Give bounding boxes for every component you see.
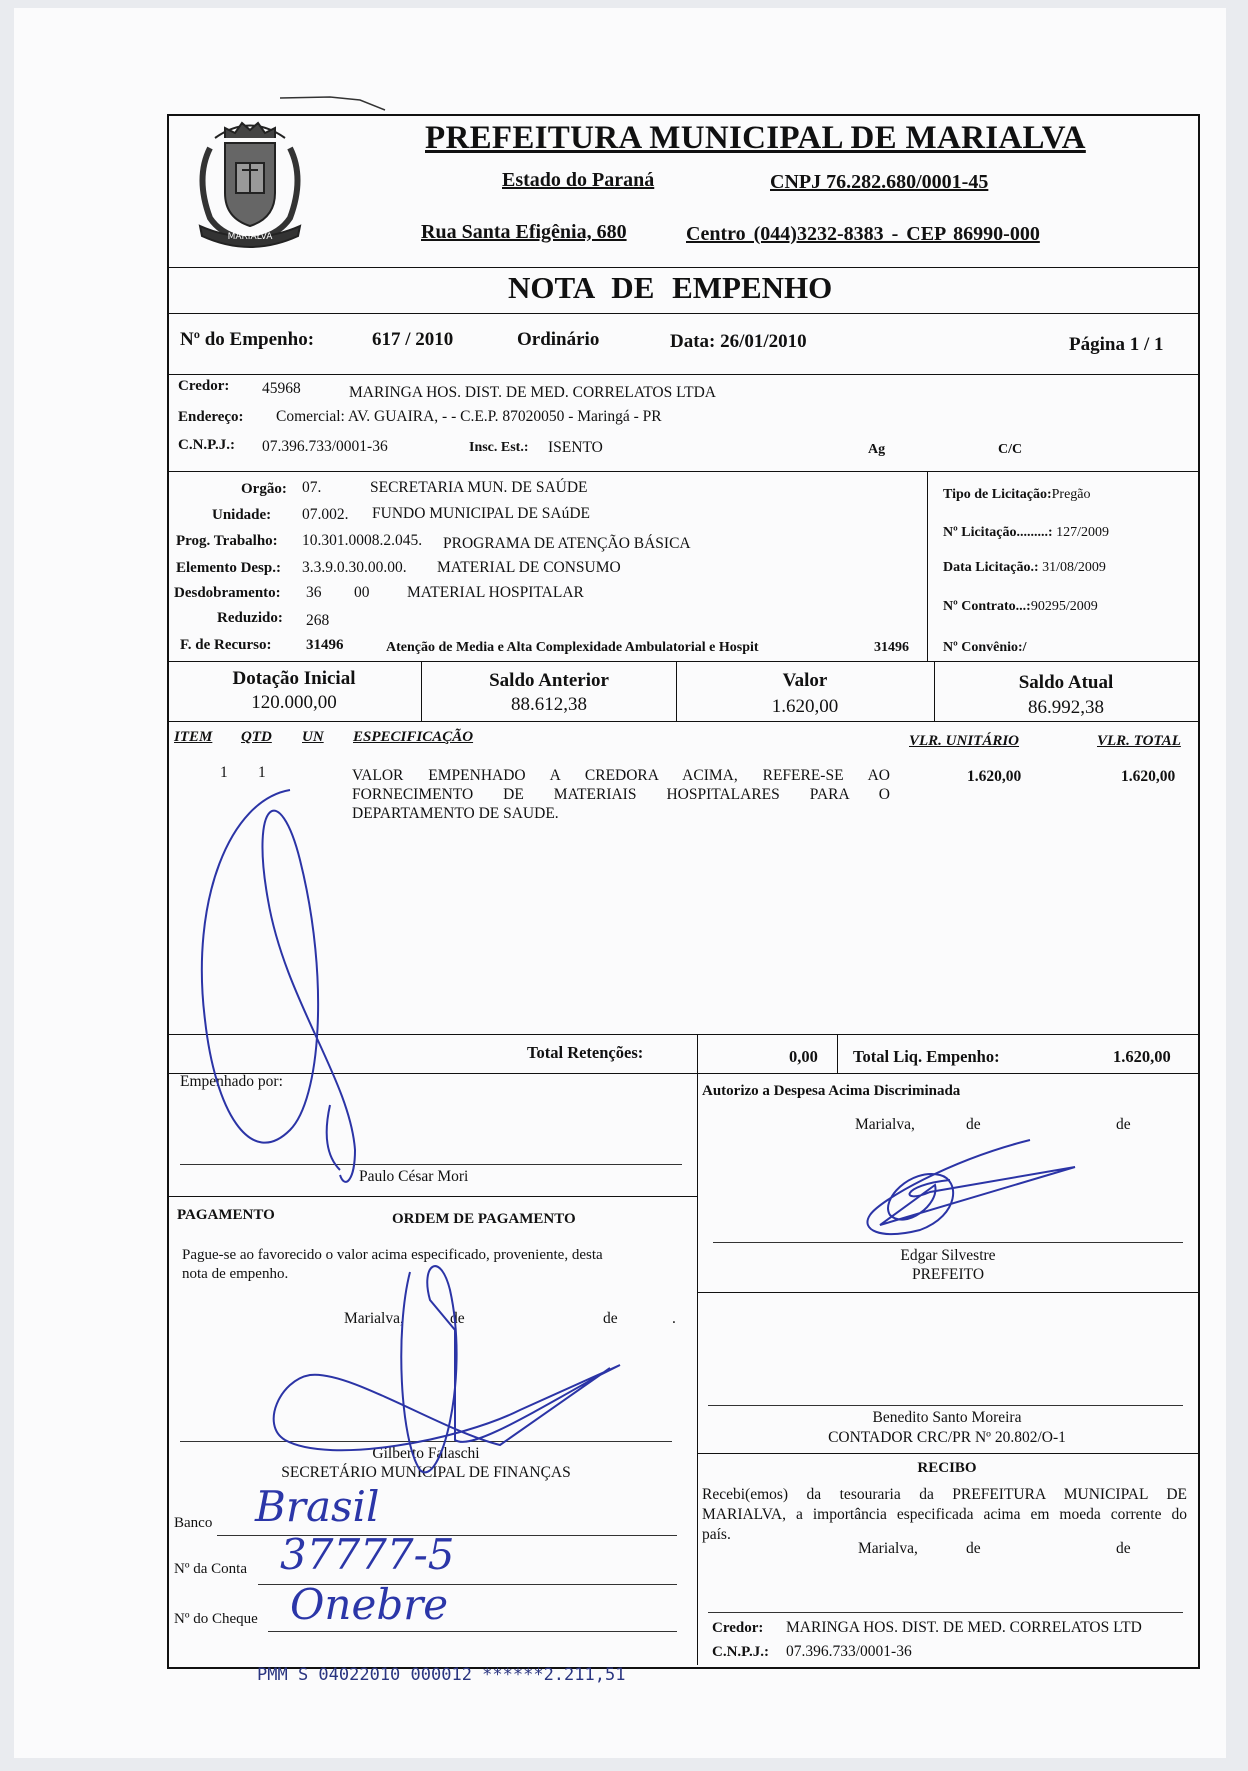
reduzido-value: 268 [306, 612, 330, 629]
licitacao-tipo: Pregão [1051, 487, 1091, 502]
empenho-type: Ordinário [517, 329, 600, 350]
valor-label: Valor [782, 670, 828, 691]
autorizo-de1: de [966, 1116, 981, 1133]
insc-label: Insc. Est.: [469, 440, 529, 455]
recibo-de1: de [966, 1540, 981, 1557]
contrato-label: Nº Contrato...:90295/2009 [943, 599, 1098, 614]
qtd-column-header: QTD [241, 729, 272, 745]
unidade-name: FUNDO MUNICIPAL DE SAúDE [372, 505, 591, 522]
convenio-label: Nº Convênio:/ [943, 640, 1027, 655]
recurso-code: 31496 [306, 637, 344, 653]
cheque-label: Nº do Cheque [174, 1611, 258, 1627]
item-column-header: ITEM [174, 729, 213, 745]
autorizo-label: Autorizo a Despesa Acima Discriminada [702, 1083, 961, 1099]
credor-cnpj: 07.396.733/0001-36 [262, 438, 388, 455]
recurso-code2: 31496 [874, 640, 909, 655]
desdobramento-code2: 00 [354, 584, 370, 601]
dotacao-value: 120.000,00 [251, 692, 337, 713]
empenho-number-label: Nº do Empenho: [180, 329, 315, 350]
recibo-city: Marialva, [858, 1540, 918, 1557]
recibo-text1: Recebi(emos) da tesouraria da PREFEITURA MUNICIPAL DE [702, 1486, 1187, 1503]
espec-column-header: ESPECIFICAÇÃO [353, 729, 474, 745]
prog-code: 10.301.0008.2.045. [302, 532, 423, 549]
autorizo-de2: de [1116, 1116, 1131, 1133]
empenhado-name: Paulo César Mori [359, 1168, 469, 1185]
vlr-total-column-header: VLR. TOTAL [1097, 733, 1181, 749]
secretario-name: Gilberto Falaschi [372, 1445, 480, 1462]
recibo-de2: de [1116, 1540, 1131, 1557]
liq-label: Total Liq. Empenho: [853, 1047, 1000, 1066]
dotacao-label: Dotação Inicial [232, 668, 356, 689]
item-desc-line2: FORNECIMENTO DE MATERIAIS HOSPITALARES PARA O [352, 786, 890, 803]
recurso-name: Atenção de Media e Alta Complexidade Ambulatorial e Hospit [386, 640, 759, 655]
crest-label: MARIALVA [227, 232, 273, 242]
doc-title: NOTA DE EMPENHO [508, 270, 833, 305]
cnpj-label: C.N.P.J.: [178, 437, 235, 453]
cheque-handwritten: Onebre [290, 1580, 449, 1629]
signature-secretario [274, 1266, 620, 1472]
licitacao-tipo-label: Tipo de Licitação:Pregão [943, 487, 1091, 502]
credor-code: 45968 [262, 380, 301, 397]
address-header: Rua Santa Efigênia, 680 [421, 221, 627, 243]
state-label: Estado do Paraná [502, 169, 655, 191]
desdobramento-label: Desdobramento: [174, 585, 281, 601]
licitacao-data-label: Data Licitação.: 31/08/2009 [943, 560, 1106, 575]
recibo-text2: MARIALVA, a importância especificada acima em moeda corrente do [702, 1506, 1187, 1523]
agency-label: Ag [868, 442, 886, 457]
desdobramento-name: MATERIAL HOSPITALAR [407, 584, 584, 601]
prog-name: PROGRAMA DE ATENÇÃO BÁSICA [443, 535, 691, 552]
pagamento-de2: de [603, 1310, 618, 1327]
licitacao-data: 31/08/2009 [1042, 560, 1106, 575]
prefeito-role: PREFEITO [911, 1266, 985, 1283]
page-number: Página 1 / 1 [1069, 334, 1164, 355]
recibo-credor-label: Credor: [712, 1620, 764, 1636]
pagamento-text1: Pague-se ao favorecido o valor acima especificado, proveniente, desta [182, 1247, 603, 1263]
ordem-pagamento-label: ORDEM DE PAGAMENTO [392, 1211, 576, 1227]
vlr-unit-column-header: VLR. UNITÁRIO [909, 733, 1020, 749]
conta-handwritten: 37777-5 [280, 1530, 455, 1579]
recibo-cnpj: 07.396.733/0001-36 [786, 1643, 912, 1660]
pagamento-city: Marialva, [344, 1310, 404, 1327]
item-number: 1 [220, 764, 228, 781]
pagamento-label: PAGAMENTO [177, 1207, 275, 1223]
recibo-cnpj-label: C.N.P.J.: [712, 1644, 769, 1660]
credor-address: Comercial: AV. GUAIRA, - - C.E.P. 87020050 - Maringá - PR [276, 408, 662, 425]
address-label: Endereço: [178, 409, 244, 425]
credor-label: Credor: [178, 378, 230, 394]
valor-value: 1.620,00 [771, 696, 839, 717]
secretario-role: SECRETÁRIO MUNICIPAL DE FINANÇAS [281, 1464, 571, 1481]
autorizo-city: Marialva, [855, 1116, 915, 1133]
contador-name: Benedito Santo Moreira [872, 1409, 1022, 1426]
conta-label: Nº da Conta [174, 1561, 247, 1577]
orgao-label: Orgão: [241, 481, 287, 497]
item-desc-line1: VALOR EMPENHADO A CREDORA ACIMA, REFERE-SE AO [352, 767, 890, 784]
pagamento-text2: nota de empenho. [182, 1266, 289, 1282]
orgao-code: 07. [302, 479, 322, 496]
licitacao-num-label: Nº Licitação.........: 127/2009 [943, 525, 1109, 540]
insc-value: ISENTO [548, 439, 603, 456]
contador-role: CONTADOR CRC/PR Nº 20.802/O-1 [828, 1429, 1066, 1446]
recibo-label: RECIBO [917, 1460, 977, 1476]
item-vlr-total: 1.620,00 [1121, 768, 1176, 785]
recibo-credor-name: MARINGA HOS. DIST. DE MED. CORRELATOS LTD [786, 1619, 1142, 1636]
recibo-text3: país. [702, 1526, 731, 1543]
empenho-number: 617 / 2010 [372, 329, 454, 350]
cnpj-header: CNPJ 76.282.680/0001-45 [770, 171, 989, 193]
signature-empenhado [202, 790, 355, 1182]
elemento-code: 3.3.9.0.30.00.00. [302, 559, 407, 576]
unidade-code: 07.002. [302, 506, 349, 523]
contrato-value: 90295/2009 [1030, 599, 1098, 614]
unidade-label: Unidade: [212, 507, 272, 523]
orgao-name: SECRETARIA MUN. DE SAÚDE [370, 479, 588, 496]
recurso-label: F. de Recurso: [180, 637, 272, 653]
item-desc-line3: DEPARTAMENTO DE SAUDE. [352, 805, 559, 822]
empenhado-label: Empenhado por: [180, 1073, 283, 1090]
elemento-name: MATERIAL DE CONSUMO [437, 559, 621, 576]
un-column-header: UN [302, 729, 324, 745]
empenho-date: Data: 26/01/2010 [670, 331, 807, 352]
saldo-atual-value: 86.992,38 [1028, 697, 1104, 718]
payment-stamp: PMM S 04022010 000012 ******2.211,51 [257, 1665, 626, 1685]
banco-label: Banco [174, 1515, 213, 1531]
elemento-label: Elemento Desp.: [176, 560, 281, 576]
credor-name: MARINGA HOS. DIST. DE MED. CORRELATOS LTDA [349, 384, 717, 401]
retencoes-value: 0,00 [789, 1047, 818, 1066]
item-vlr-unit: 1.620,00 [967, 768, 1022, 785]
saldo-anterior-label: Saldo Anterior [489, 670, 609, 691]
account-label: C/C [998, 442, 1023, 457]
pagamento-de1: de [450, 1310, 465, 1327]
signature-prefeito [867, 1140, 1075, 1234]
item-qtd: 1 [258, 764, 266, 781]
prefeito-name: Edgar Silvestre [900, 1247, 996, 1264]
phone-header: Centro (044)3232-8383 - CEP 86990-000 [686, 223, 1040, 245]
saldo-anterior-value: 88.612,38 [511, 694, 587, 715]
prog-label: Prog. Trabalho: [176, 533, 278, 549]
desdobramento-code1: 36 [306, 584, 322, 601]
reduzido-label: Reduzido: [217, 610, 283, 626]
page-title: PREFEITURA MUNICIPAL DE MARIALVA [425, 120, 1086, 156]
saldo-atual-label: Saldo Atual [1018, 672, 1114, 693]
retencoes-label: Total Retenções: [527, 1043, 644, 1062]
licitacao-num: 127/2009 [1056, 525, 1109, 540]
banco-handwritten: Brasil [255, 1482, 380, 1531]
pagamento-dot: . [672, 1310, 676, 1327]
liq-value: 1.620,00 [1113, 1047, 1171, 1066]
